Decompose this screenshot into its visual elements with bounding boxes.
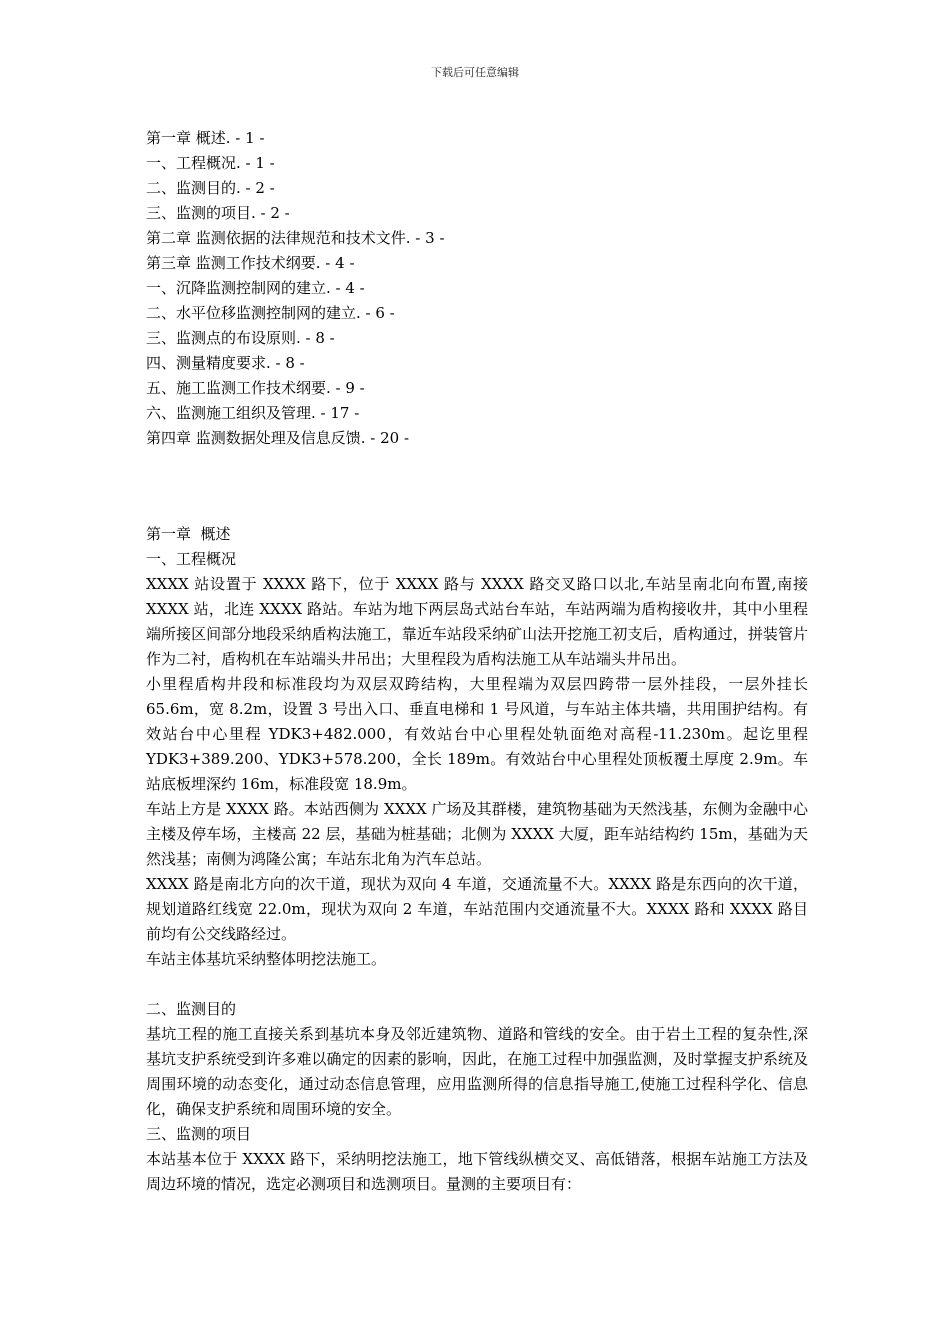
toc-entry[interactable]: 四、测量精度要求. - 8 - — [146, 354, 305, 372]
table-of-contents — [146, 126, 806, 451]
toc-entry[interactable]: 二、水平位移监测控制网的建立. - 6 - — [146, 304, 395, 322]
paragraph: 本站基本位于 XXXX 路下，采纳明挖法施工，地下管线纵横交叉、高低错落，根据车站施工方法及周边环境的情况，选定必测项目和选测项目。量测的主要项目有： — [146, 1150, 808, 1193]
toc-entry[interactable]: 三、监测点的布设原则. - 8 - — [146, 329, 335, 347]
toc-entry[interactable]: 一、工程概况. - 1 - — [146, 154, 275, 172]
toc-entry[interactable]: 第一章 概述. - 1 - — [146, 129, 265, 147]
page-header: 下载后可任意编辑 — [431, 66, 519, 79]
paragraph: XXXX 站设置于 XXXX 路下，位于 XXXX 路与 XXXX 路交叉路口以北,车站呈南北向布置,南接 XXXX 站，北连 XXXX 路站。车站为地下两层岛式站台车站，车站两端为盾构接收井，其中小里程端所接区间部分地段采纳盾构法施工，靠近车站段采纳矿山法开挖施工初支后，盾构通过，拼装管片作为二衬，盾构机在车站端头井吊出；大里程段为盾构法施工从车站端头井吊出。 — [146, 575, 808, 668]
toc-entry[interactable]: 五、施工监测工作技术纲要. - 9 - — [146, 379, 365, 397]
toc-entry[interactable]: 第二章 监测依据的法律规范和技术文件. - 3 - — [146, 229, 445, 247]
toc-entry[interactable]: 第三章 监测工作技术纲要. - 4 - — [146, 254, 355, 272]
toc-entry[interactable]: 第四章 监测数据处理及信息反馈. - 20 - — [146, 429, 410, 447]
section-title: 一、工程概况 — [146, 550, 237, 568]
chapter-title: 第一章 概述 — [146, 525, 231, 543]
paragraph: 车站主体基坑采纳整体明挖法施工。 — [146, 950, 387, 968]
toc-entry[interactable]: 六、监测施工组织及管理. - 17 - — [146, 404, 360, 422]
document-body — [146, 522, 808, 1197]
paragraph: 小里程盾构井段和标准段均为双层双跨结构，大里程端为双层四跨带一层外挂段，一层外挂长 65.6m，宽 8.2m，设置 3 号出入口、垂直电梯和 1 号风道，与车站主体共墙，共用围护结构。有效站台中心里程 YDK3+482.000，有效站台中心里程处轨面绝对高程-11.230m。起讫里程 YDK3+389.200、YDK3+578.200，全长 189m。有效站台中心里程处顶板覆土厚度 2.9m。车站底板埋深约 16m，标准段宽 18.9m。 — [146, 675, 808, 793]
toc-entry[interactable]: 二、监测目的. - 2 - — [146, 179, 275, 197]
section-title: 二、监测目的 — [146, 1000, 237, 1018]
paragraph: 车站上方是 XXXX 路。本站西侧为 XXXX 广场及其群楼，建筑物基础为天然浅基，东侧为金融中心主楼及停车场，主楼高 22 层，基础为桩基础；北侧为 XXXX 大厦，距车站结构约 15m，基础为天然浅基；南侧为鸿隆公寓；车站东北角为汽车总站。 — [146, 800, 808, 868]
section-title: 三、监测的项目 — [146, 1125, 252, 1143]
toc-entry[interactable]: 三、监测的项目. - 2 - — [146, 204, 290, 222]
paragraph: 基坑工程的施工直接关系到基坑本身及邻近建筑物、道路和管线的安全。由于岩土工程的复杂性,深基坑支护系统受到许多难以确定的因素的影响，因此，在施工过程中加强监测，及时掌握支护系统及周围环境的动态变化，通过动态信息管理，应用监测所得的信息指导施工,使施工过程科学化、信息化，确保支护系统和周围环境的安全。 — [146, 1025, 808, 1118]
toc-entry[interactable]: 一、沉降监测控制网的建立. - 4 - — [146, 279, 365, 297]
paragraph: XXXX 路是南北方向的次干道，现状为双向 4 车道，交通流量不大。XXXX 路是东西向的次干道，规划道路红线宽 22.0m，现状为双向 2 车道，车站范围内交通流量不大。XXXX 路和 XXXX 路目前均有公交线路经过。 — [146, 875, 808, 943]
blank-line — [146, 972, 808, 997]
